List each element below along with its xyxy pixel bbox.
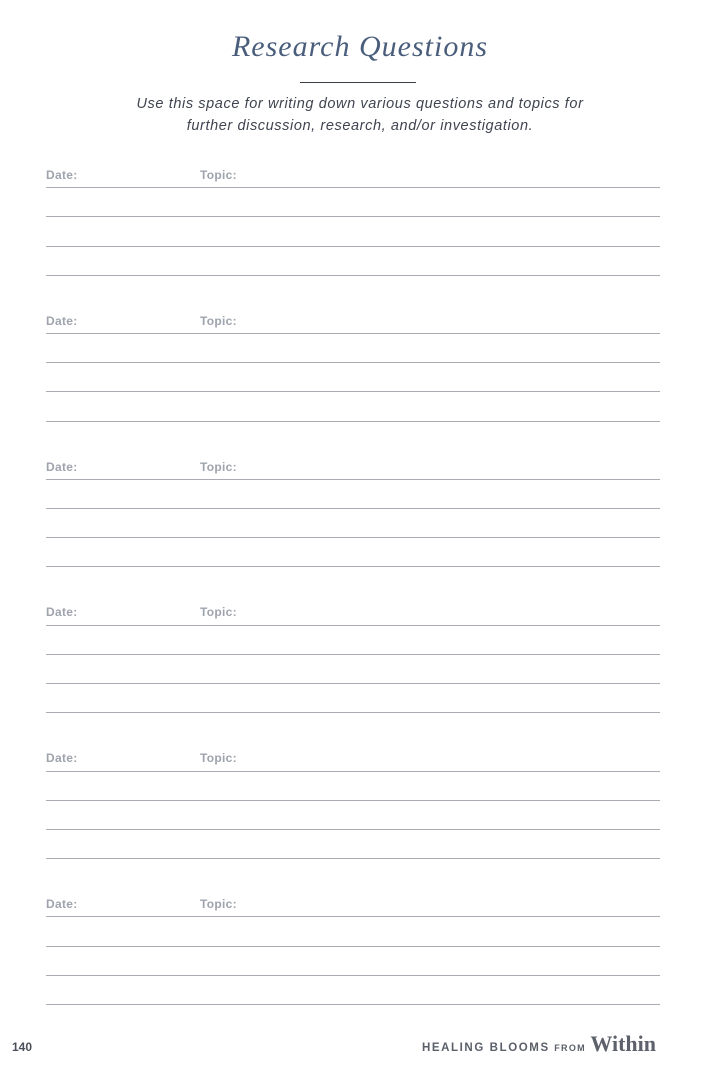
writing-line <box>46 975 660 976</box>
writing-line <box>46 683 660 684</box>
date-label: Date: <box>46 168 78 182</box>
page-number: 140 <box>12 1040 33 1054</box>
writing-line <box>46 800 660 801</box>
writing-line <box>46 712 660 713</box>
writing-line <box>46 537 660 538</box>
writing-line <box>46 362 660 363</box>
book-title-emphasis: Within <box>590 1031 656 1056</box>
book-title-footer <box>422 1031 656 1057</box>
date-label: Date: <box>46 314 78 328</box>
topic-label: Topic: <box>200 168 237 182</box>
entry-section <box>46 460 660 590</box>
entry-section <box>46 605 660 735</box>
topic-label: Topic: <box>200 897 237 911</box>
writing-line <box>46 391 660 392</box>
topic-label: Topic: <box>200 751 237 765</box>
writing-line <box>46 421 660 422</box>
writing-line <box>46 771 660 772</box>
topic-label: Topic: <box>200 314 237 328</box>
writing-line <box>46 829 660 830</box>
writing-line <box>46 275 660 276</box>
writing-line <box>46 625 660 626</box>
date-label: Date: <box>46 460 78 474</box>
page-subtitle <box>0 93 720 137</box>
book-title-prefix: HEALING BLOOMS <box>421 1042 550 1054</box>
topic-label: Topic: <box>200 605 237 619</box>
writing-line <box>46 654 660 655</box>
writing-line <box>46 916 660 917</box>
subtitle-line: further discussion, research, and/or investigation. <box>186 118 534 134</box>
writing-line <box>46 333 660 334</box>
date-label: Date: <box>46 751 78 765</box>
writing-line <box>46 479 660 480</box>
entry-section <box>46 897 660 1027</box>
writing-line <box>46 946 660 947</box>
date-label: Date: <box>46 897 78 911</box>
writing-line <box>46 858 660 859</box>
writing-line <box>46 246 660 247</box>
topic-label: Topic: <box>200 460 237 474</box>
page-title: Research Questions <box>231 30 488 63</box>
date-label: Date: <box>46 605 78 619</box>
writing-line <box>46 508 660 509</box>
writing-line <box>46 216 660 217</box>
entry-section <box>46 168 660 298</box>
book-title-from: FROM <box>554 1043 586 1053</box>
entry-section <box>46 751 660 881</box>
writing-line <box>46 566 660 567</box>
title-divider <box>300 82 416 83</box>
entry-section <box>46 314 660 444</box>
writing-line <box>46 187 660 188</box>
subtitle-line: Use this space for writing down various questions and topics for <box>136 96 584 112</box>
writing-line <box>46 1004 660 1005</box>
